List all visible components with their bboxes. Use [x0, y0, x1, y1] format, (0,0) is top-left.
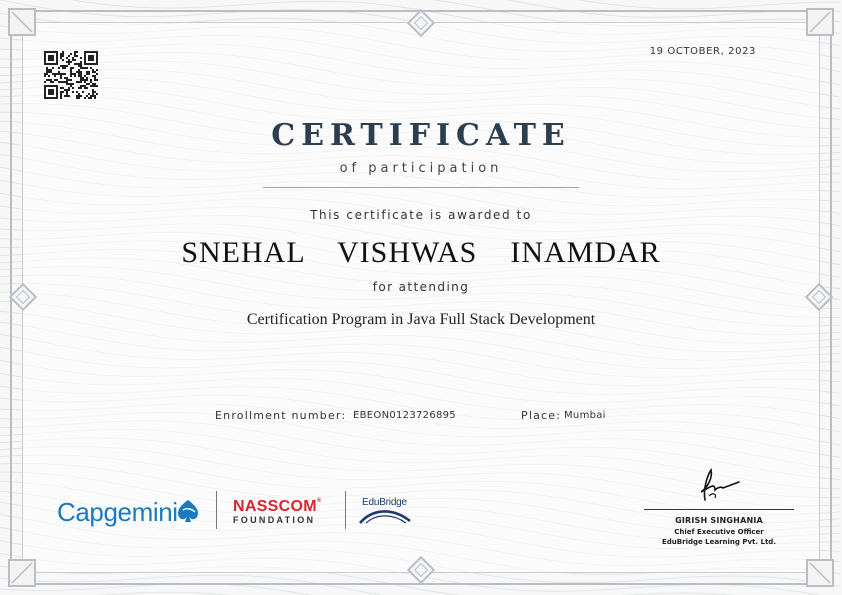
signatory-name: GIRISH SINGHANIA	[675, 516, 763, 525]
capgemini-logo: Capgemini	[57, 497, 178, 527]
recipient-name: SNEHAL VISHWAS INAMDAR	[181, 236, 661, 269]
enrollment-label: Enrollment number:	[215, 409, 347, 422]
nasscom-foundation-text: FOUNDATION	[233, 515, 316, 525]
logo-divider	[345, 491, 346, 529]
issue-date: 19 OCTOBER, 2023	[649, 46, 756, 57]
title-divider	[263, 187, 579, 188]
enrollment-number: EBEON0123726895	[353, 410, 456, 421]
capgemini-spade-icon	[174, 498, 202, 524]
program-name: Certification Program in Java Full Stack Development	[246, 311, 596, 328]
signatory-role: Chief Executive Officer	[674, 528, 764, 536]
certificate-title: CERTIFICATE	[271, 118, 571, 153]
awarded-text: This certificate is awarded to	[310, 208, 532, 222]
corner-ornament-icon	[8, 559, 36, 587]
place-label: Place:	[521, 409, 562, 422]
logo-divider	[216, 491, 217, 529]
corner-ornament-icon	[806, 559, 834, 587]
signatory-organization: EduBridge Learning Pvt. Ltd.	[662, 538, 776, 546]
signature-mark	[693, 466, 743, 504]
certificate-subtitle: of participation	[339, 161, 503, 176]
qr-code-icon[interactable]	[44, 51, 98, 99]
corner-ornament-icon	[8, 8, 36, 36]
wave-line	[0, 0, 840, 9]
registered-mark: ®	[316, 498, 322, 504]
edubridge-logo: EduBridge	[362, 497, 407, 508]
attending-text: for attending	[372, 280, 470, 294]
nasscom-wordmark: NASSCOM	[233, 498, 317, 515]
corner-ornament-icon	[806, 8, 834, 36]
signature-line	[644, 509, 794, 510]
place-value: Mumbai	[564, 410, 606, 421]
nasscom-logo	[233, 498, 322, 516]
edubridge-swoosh-icon	[358, 507, 412, 525]
